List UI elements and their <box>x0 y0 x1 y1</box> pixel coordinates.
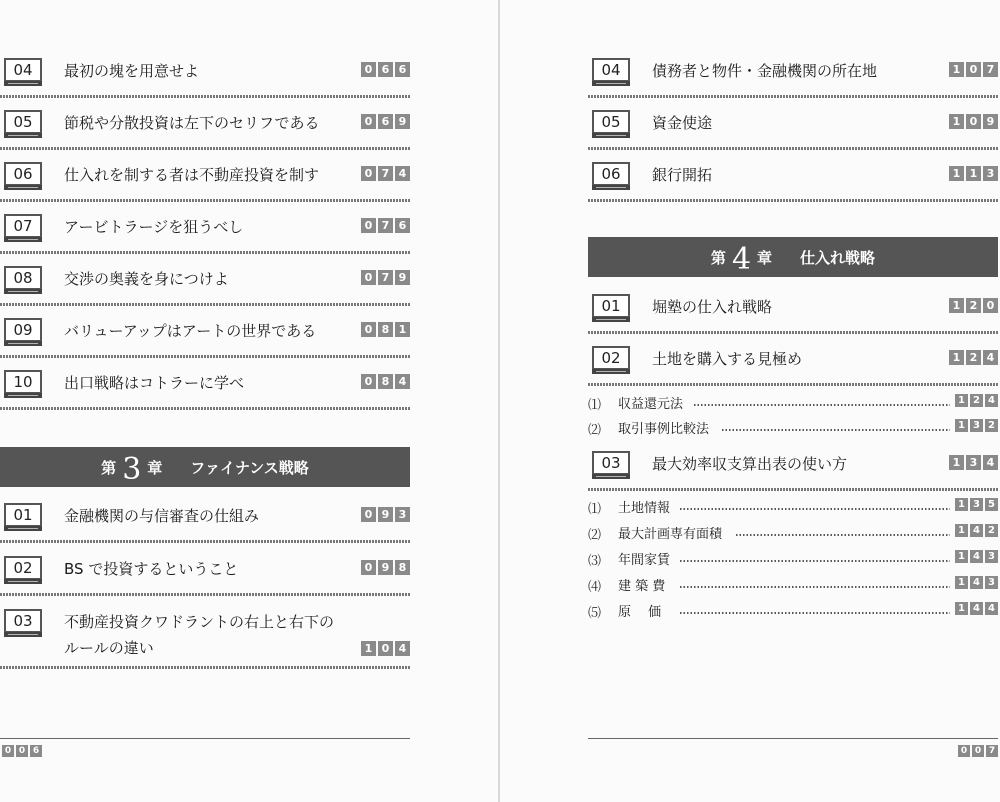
section-number: 03 <box>4 609 42 633</box>
page-digit: 8 <box>378 374 393 389</box>
page-digit: 0 <box>966 114 981 129</box>
page-digit: 0 <box>966 62 981 77</box>
page-digit: 3 <box>983 166 998 181</box>
page-digit: 1 <box>949 166 964 181</box>
page-digit: 1 <box>966 166 981 181</box>
section-number-base <box>4 579 42 584</box>
section-title: 債務者と物件・金融機関の所在地 <box>652 62 878 80</box>
page-number <box>949 62 998 77</box>
subitem-label: 土地情報 <box>618 501 671 516</box>
page-digit: 1 <box>949 114 964 129</box>
section-title: 銀行開拓 <box>652 166 713 184</box>
chapter-number: 4 <box>731 241 752 277</box>
page-digit: 3 <box>970 419 983 432</box>
page-digit: 9 <box>395 114 410 129</box>
page-number <box>361 62 410 77</box>
section-title: バリューアップはアートの世界である <box>64 322 317 340</box>
toc-entry[interactable] <box>0 46 410 98</box>
page-digit: 2 <box>985 524 998 537</box>
chapter-suffix: 章 <box>757 248 773 267</box>
page-number <box>361 218 410 233</box>
page-digit: 1 <box>955 498 968 511</box>
page-number <box>955 550 998 563</box>
section-title: 節税や分散投資は左下のセリフである <box>64 114 320 132</box>
page-digit: 7 <box>378 270 393 285</box>
section-number: 06 <box>4 162 42 186</box>
dotted-rule <box>0 540 410 543</box>
section-number: 04 <box>4 58 42 82</box>
page-digit: 4 <box>970 550 983 563</box>
subitem-index: ⑵ <box>588 423 602 438</box>
folio <box>958 745 998 757</box>
section-number: 02 <box>4 556 42 580</box>
page-digit: 0 <box>361 560 376 575</box>
dotted-rule <box>588 199 998 202</box>
page-digit: 2 <box>966 350 981 365</box>
section-title: 交渉の奥義を身につけよ <box>64 270 229 288</box>
section-title: 金融機関の与信審査の仕組み <box>64 507 260 525</box>
folio-digit: 0 <box>2 745 14 757</box>
page-number <box>955 602 998 615</box>
page-digit: 0 <box>361 507 376 522</box>
page-digit: 4 <box>970 524 983 537</box>
page-number <box>361 270 410 285</box>
page-digit: 0 <box>361 166 376 181</box>
page-digit: 8 <box>395 560 410 575</box>
toc-entry[interactable] <box>0 358 410 410</box>
page-number <box>361 560 410 575</box>
page-number <box>955 394 998 407</box>
page-digit: 4 <box>395 374 410 389</box>
dot-leader <box>680 508 950 510</box>
section-title: 不動産投資クワドラントの右上と右下の <box>64 613 335 631</box>
page-digit: 3 <box>970 498 983 511</box>
page-number <box>949 166 998 181</box>
page-digit: 2 <box>966 298 981 313</box>
section-number-base <box>4 289 42 294</box>
toc-entry[interactable] <box>588 282 998 334</box>
page-digit: 1 <box>955 419 968 432</box>
subitem-index: ⑶ <box>588 554 602 569</box>
subitem-label: 最大計画専有面積 <box>618 527 723 542</box>
page-digit: 4 <box>970 602 983 615</box>
dotted-rule <box>0 407 410 410</box>
toc-entry[interactable] <box>588 439 998 491</box>
page-digit: 1 <box>955 576 968 589</box>
subitem-index: ⑷ <box>588 580 602 595</box>
chapter-header <box>588 237 998 277</box>
section-number: 10 <box>4 370 42 394</box>
page-digit: 4 <box>985 602 998 615</box>
toc-subitem[interactable] <box>588 414 998 440</box>
toc-entry[interactable] <box>588 150 998 202</box>
dot-leader <box>680 612 950 614</box>
page-digit: 3 <box>985 576 998 589</box>
toc-entry[interactable] <box>0 306 410 358</box>
left-page <box>0 0 412 802</box>
chapter-prefix: 第 <box>101 458 117 477</box>
section-title: 仕入れを制する者は不動産投資を制す <box>64 166 320 184</box>
section-number: 06 <box>592 162 630 186</box>
footer-rule <box>0 738 410 739</box>
section-number-base <box>592 474 630 479</box>
section-number: 02 <box>592 346 630 370</box>
page-digit: 8 <box>378 322 393 337</box>
chapter-title: 仕入れ戦略 <box>800 248 876 267</box>
page-digit: 9 <box>378 560 393 575</box>
page-digit: 3 <box>985 550 998 563</box>
page-digit: 2 <box>985 419 998 432</box>
page-digit: 2 <box>970 394 983 407</box>
toc-entry[interactable] <box>588 98 998 150</box>
section-title: 最大効率収支算出表の使い方 <box>652 455 848 473</box>
page-digit: 1 <box>949 455 964 470</box>
dot-leader <box>680 586 950 588</box>
folio-digit: 0 <box>16 745 28 757</box>
section-number: 05 <box>4 110 42 134</box>
page-digit: 1 <box>949 298 964 313</box>
page-digit: 9 <box>395 270 410 285</box>
section-number-base <box>4 341 42 346</box>
subitem-index: ⑴ <box>588 398 602 413</box>
page-digit: 3 <box>395 507 410 522</box>
section-title: 資金使途 <box>652 114 713 132</box>
page-digit: 1 <box>395 322 410 337</box>
page-digit: 1 <box>949 350 964 365</box>
toc-entry[interactable] <box>0 254 410 306</box>
dot-leader <box>694 404 950 406</box>
page-digit: 1 <box>955 602 968 615</box>
page-digit: 1 <box>361 641 376 656</box>
page-digit: 0 <box>361 218 376 233</box>
subitem-index: ⑴ <box>588 502 602 517</box>
page-number <box>361 507 410 522</box>
toc-subitem[interactable] <box>588 571 998 597</box>
section-title: アービトラージを狙うべし <box>64 218 244 236</box>
section-number-base <box>4 393 42 398</box>
section-number: 08 <box>4 266 42 290</box>
page-digit: 0 <box>361 322 376 337</box>
toc-subitem[interactable] <box>588 597 998 623</box>
page-number <box>949 114 998 129</box>
toc-entry[interactable] <box>0 202 410 254</box>
toc-subitem[interactable] <box>588 389 998 415</box>
page-number <box>955 498 998 511</box>
section-number-base <box>592 81 630 86</box>
section-number: 01 <box>592 294 630 318</box>
toc-entry[interactable] <box>0 597 410 669</box>
section-number-base <box>592 185 630 190</box>
page-digit: 0 <box>361 270 376 285</box>
page-digit: 1 <box>955 394 968 407</box>
toc-entry[interactable] <box>588 334 998 386</box>
page-number <box>949 298 998 313</box>
chapter-prefix: 第 <box>710 248 726 267</box>
section-number: 05 <box>592 110 630 134</box>
footer-rule <box>588 738 998 739</box>
section-number-base <box>4 133 42 138</box>
subitem-label: 建 築 費 <box>618 579 666 594</box>
section-title: 最初の塊を用意せよ <box>64 62 200 80</box>
page-digit: 7 <box>378 166 393 181</box>
subitem-label: 原 価 <box>618 605 662 620</box>
toc-entry[interactable] <box>0 98 410 150</box>
page-digit: 9 <box>983 114 998 129</box>
dotted-rule <box>588 383 998 386</box>
page-number <box>949 455 998 470</box>
chapter-header <box>0 447 410 487</box>
page-digit: 6 <box>395 62 410 77</box>
page-number <box>955 576 998 589</box>
page-digit: 6 <box>378 114 393 129</box>
page-digit: 7 <box>983 62 998 77</box>
section-number: 09 <box>4 318 42 342</box>
dot-leader <box>722 429 950 431</box>
toc-entry[interactable] <box>0 491 410 543</box>
page-digit: 4 <box>395 166 410 181</box>
subitem-index: ⑸ <box>588 606 602 621</box>
subitem-label: 収益還元法 <box>618 397 684 412</box>
section-number-base <box>4 237 42 242</box>
page-digit: 3 <box>966 455 981 470</box>
page-digit: 4 <box>983 455 998 470</box>
page-digit: 0 <box>378 641 393 656</box>
page-digit: 7 <box>378 218 393 233</box>
section-number-base <box>592 133 630 138</box>
page-number <box>361 322 410 337</box>
page-number <box>361 166 410 181</box>
toc-subitem[interactable] <box>588 519 998 545</box>
right-page <box>588 0 1000 802</box>
page-digit: 6 <box>395 218 410 233</box>
page-digit: 5 <box>985 498 998 511</box>
page-digit: 0 <box>983 298 998 313</box>
page-digit: 0 <box>361 374 376 389</box>
dot-leader <box>680 560 950 562</box>
chapter-number: 3 <box>122 451 142 487</box>
section-title-line2: ルールの違い <box>64 639 154 657</box>
page-number <box>361 374 410 389</box>
page-number <box>361 114 410 129</box>
page-gutter <box>498 0 500 802</box>
page-digit: 1 <box>955 524 968 537</box>
chapter-suffix: 章 <box>147 458 163 477</box>
page-number <box>955 419 998 432</box>
section-number: 01 <box>4 503 42 527</box>
section-number-base <box>4 185 42 190</box>
section-number: 04 <box>592 58 630 82</box>
page-digit: 1 <box>955 550 968 563</box>
page-digit: 0 <box>361 62 376 77</box>
section-title: 出口戦略はコトラーに学べ <box>64 374 245 392</box>
toc-entry[interactable] <box>0 150 410 202</box>
section-number-base <box>592 317 630 322</box>
page-digit: 9 <box>378 507 393 522</box>
folio-digit: 7 <box>986 745 998 757</box>
section-title: 堀塾の仕入れ戦略 <box>652 298 773 316</box>
page-digit: 6 <box>378 62 393 77</box>
section-number: 07 <box>4 214 42 238</box>
page-digit: 4 <box>985 394 998 407</box>
toc-subitem[interactable] <box>588 493 998 519</box>
section-number: 03 <box>592 451 630 475</box>
dotted-rule <box>0 593 410 596</box>
page-digit: 4 <box>395 641 410 656</box>
page-number <box>361 641 410 656</box>
chapter-title: ファイナンス戦略 <box>190 458 309 477</box>
page-number <box>955 524 998 537</box>
section-number-base <box>592 369 630 374</box>
dot-leader <box>736 534 950 536</box>
folio-digit: 0 <box>958 745 970 757</box>
section-number-base <box>4 81 42 86</box>
section-number-base <box>4 526 42 531</box>
section-title: 土地を購入する見極め <box>652 350 803 368</box>
folio-digit: 6 <box>30 745 42 757</box>
subitem-index: ⑵ <box>588 528 602 543</box>
page-digit: 1 <box>949 62 964 77</box>
dotted-rule <box>0 666 410 669</box>
dotted-rule <box>588 488 998 491</box>
page-digit: 4 <box>970 576 983 589</box>
page-digit: 0 <box>361 114 376 129</box>
section-title: BS で投資するということ <box>64 560 239 578</box>
page-digit: 4 <box>983 350 998 365</box>
subitem-label: 年間家賃 <box>618 553 671 568</box>
toc-subitem[interactable] <box>588 545 998 571</box>
subitem-label: 取引事例比較法 <box>618 422 710 437</box>
page-number <box>949 350 998 365</box>
folio-digit: 0 <box>972 745 984 757</box>
toc-entry[interactable] <box>588 46 998 98</box>
folio <box>2 745 42 757</box>
toc-entry[interactable] <box>0 544 410 596</box>
section-number-base <box>4 632 42 637</box>
